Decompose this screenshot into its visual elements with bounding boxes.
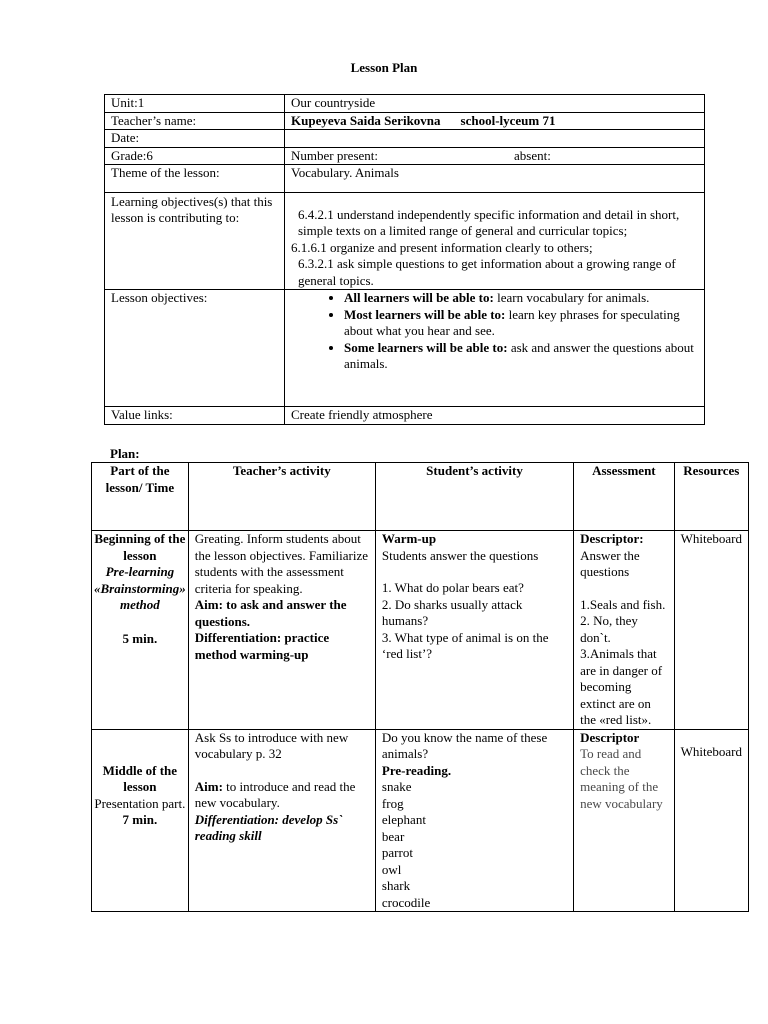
unit-label: Unit:1 <box>105 95 285 113</box>
header-assessment: Assessment <box>574 463 675 531</box>
row1-descriptor: Descriptor: <box>580 531 644 546</box>
row2-part-name: Middle of the lesson <box>102 762 178 794</box>
header-student: Student’s activity <box>375 463 573 531</box>
row2-time: 7 min. <box>122 812 158 827</box>
row2-assessment <box>574 729 675 912</box>
number-present-label: Number present: <box>291 147 379 163</box>
teacher-label: Teacher’s name: <box>105 112 285 130</box>
date-label: Date: <box>105 130 285 148</box>
absent-label: absent: <box>514 147 551 163</box>
teacher-name: Kupeyeva Saida Serikovna <box>291 112 441 128</box>
row2-descriptor: Descriptor <box>580 729 640 745</box>
date-value <box>285 130 705 148</box>
vocab-word: snake <box>381 779 412 794</box>
row1-teacher <box>188 531 375 730</box>
row1-time: 5 min. <box>122 630 158 646</box>
grade-label: Grade:6 <box>105 147 285 165</box>
header-resources: Resources <box>674 463 748 531</box>
row2-student-intro: Do you know the name of these animals? <box>381 729 548 761</box>
row2-teacher <box>188 729 375 912</box>
vocab-word: frog <box>381 795 404 811</box>
row2-part <box>92 729 189 912</box>
objective-most: • Most learners will be able to: learn key phrases for speculating about what you hear and see. <box>344 307 698 340</box>
lesson-plan-table <box>91 462 749 912</box>
row2-descriptor-text: To read and check the meaning of the new vocabulary <box>580 746 663 811</box>
lesson-info-table <box>104 94 705 425</box>
vocab-word: bear <box>381 828 405 844</box>
row1-part-name: Beginning of the lesson <box>94 531 186 563</box>
school-name: school-lyceum 71 <box>460 112 556 128</box>
row1-part-method: Pre-learning «Brainstorming» method <box>94 564 186 612</box>
row1-differentiation: Differentiation: practice method warming-up <box>194 630 330 662</box>
row1-resources: Whiteboard <box>674 531 748 730</box>
row1-part <box>92 531 189 730</box>
row1-question-1: 1. What do polar bears eat? <box>381 580 524 595</box>
row2-student <box>375 729 573 912</box>
row1-descriptor-text: Answer the questions <box>580 547 640 579</box>
row1-question-3: 3. What type of animal is on the ‘red list’? <box>381 629 549 661</box>
row1-answer-3: 3.Animals that are in danger of becoming extinct are on the «red list». <box>580 646 663 727</box>
row1-student-intro: Students answer the questions <box>381 547 539 563</box>
learning-objective-2: 6.1.6.1 organize and present information clearly to others; <box>291 239 593 255</box>
row2-resources: Whiteboard <box>674 729 748 912</box>
attendance <box>285 147 705 165</box>
vocab-word: shark <box>381 878 411 893</box>
lesson-objectives <box>285 290 705 407</box>
row1-student <box>375 531 573 730</box>
row1-answer-1: 1.Seals and fish. <box>580 596 666 612</box>
row1-question-2: 2. Do sharks usually attack humans? <box>381 596 523 628</box>
vocab-word: parrot <box>381 845 413 860</box>
objective-some: • Some learners will be able to: ask and answer the questions about animals. <box>344 340 698 373</box>
learning-objectives <box>285 192 705 290</box>
row2-teacher-text: Ask Ss to introduce with new vocabulary p. 32 <box>194 729 349 761</box>
theme-label: Theme of the lesson: <box>105 165 285 193</box>
learning-objectives-label: Learning objectives(s) that this lesson is contributing to: <box>105 192 285 290</box>
row1-aim: Aim: to ask and answer the questions. <box>194 597 347 629</box>
vocab-word: owl <box>381 861 402 877</box>
row2-part-stage: Presentation part. <box>94 795 186 811</box>
unit-value: Our countryside <box>285 95 705 113</box>
learning-objective-1: 6.4.2.1 understand independently specific information and detail in short, simple texts on a limited range of general and curricular topics; <box>298 206 680 238</box>
row2-prereading: Pre-reading. <box>381 762 452 778</box>
row1-answer-2: 2. No, they don`t. <box>580 613 638 645</box>
row2-aim: Aim: to introduce and read the new vocabulary. <box>194 778 356 810</box>
value-links-label: Value links: <box>105 407 285 425</box>
row1-warmup: Warm-up <box>381 531 437 546</box>
header-teacher: Teacher’s activity <box>188 463 375 531</box>
objective-all: • All learners will be able to: learn vocabulary for animals. <box>344 290 698 307</box>
row2-differentiation: Differentiation: develop Ss` reading skill <box>194 811 343 843</box>
header-part: Part of the lesson/ Time <box>92 463 189 531</box>
vocab-word: elephant <box>381 812 426 827</box>
lesson-objectives-label: Lesson objectives: <box>105 290 285 407</box>
vocab-word: crocodile <box>381 894 431 910</box>
learning-objective-3: 6.3.2.1 ask simple questions to get information about a growing range of general topics. <box>298 256 676 288</box>
row1-assessment <box>574 531 675 730</box>
plan-label: Plan: <box>110 446 140 461</box>
row1-teacher-text: Greating. Inform students about the lesson objectives. Familiarize students with the assessment criteria for speaking. <box>194 531 369 596</box>
document-title: Lesson Plan <box>350 60 418 75</box>
value-links: Create friendly atmosphere <box>285 407 705 425</box>
theme-value: Vocabulary. Animals <box>285 165 705 193</box>
teacher-value <box>285 112 705 130</box>
